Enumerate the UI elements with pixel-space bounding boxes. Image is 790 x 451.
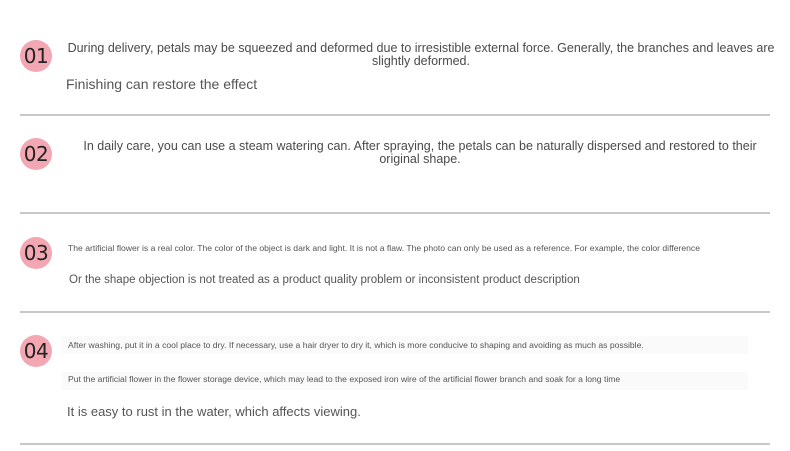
item-number-badge: 01 (20, 40, 52, 72)
section-divider (20, 311, 770, 313)
section-divider (20, 114, 770, 116)
item-text: After washing, put it in a cool place to dry. If necessary, use a hair dryer to dry it, which is more conducive to shaping and avoiding as much as possible. (68, 340, 644, 350)
item-text: The artificial flower is a real color. The color of the object is dark and light. It is not a flaw. The photo can only be used as a reference. For example, the color difference (68, 243, 700, 253)
item-text: Or the shape objection is not treated as a product quality problem or inconsistent product description (69, 274, 580, 286)
item-text: Put the artificial flower in the flower storage device, which may lead to the exposed iron wire of the artificial flower branch and soak for a long time (68, 374, 621, 384)
item-number-badge: 03 (20, 237, 52, 269)
section-divider (20, 212, 770, 214)
item-text: During delivery, petals may be squeezed and deformed due to irresistible external force. Generally, the branches and leaves are slightly deformed. (67, 41, 775, 68)
section-divider (20, 443, 770, 445)
item-number-badge: 04 (20, 335, 52, 367)
item-text: In daily care, you can use a steam watering can. After spraying, the petals can be naturally dispersed and restored to their original shape. (83, 139, 757, 166)
item-text: Finishing can restore the effect (66, 76, 258, 92)
item-text: It is easy to rust in the water, which affects viewing. (67, 404, 361, 419)
item-number-badge: 02 (20, 138, 52, 170)
